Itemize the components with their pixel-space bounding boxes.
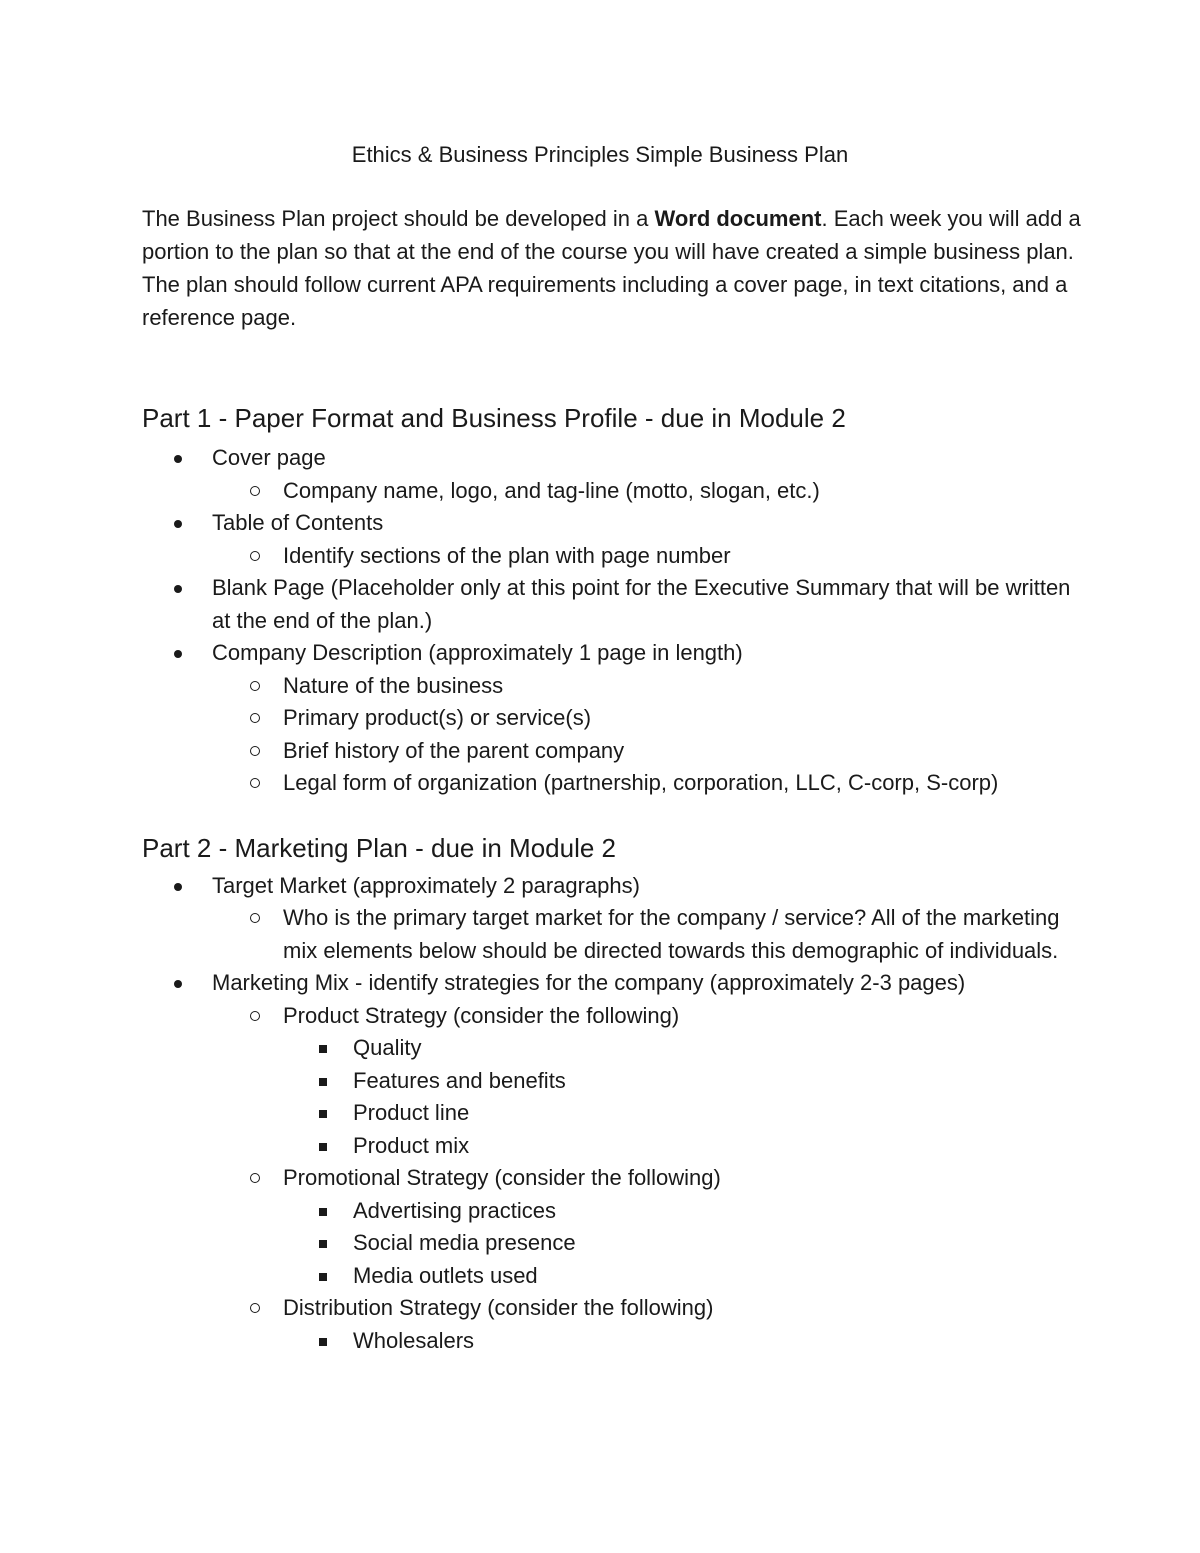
list-item-label: Table of Contents [212, 510, 384, 535]
square-bullet-icon [319, 1208, 327, 1216]
list-item-label: Media outlets used [353, 1262, 538, 1288]
hollow-circle-bullet-icon [250, 713, 260, 723]
square-bullet-icon [319, 1338, 327, 1346]
square-bullet-icon [319, 1045, 327, 1053]
hollow-circle-bullet-icon [250, 486, 260, 496]
list-item-label: Cover page [212, 445, 326, 470]
filled-circle-bullet-icon [174, 520, 182, 528]
list-item [142, 637, 1082, 800]
document-title: Ethics & Business Principles Simple Business Plan [351, 142, 849, 167]
part2-list [142, 870, 1082, 1358]
list-item [212, 902, 1082, 967]
list-item-label: Primary product(s) or service(s) [283, 705, 592, 730]
square-bullet-icon [319, 1078, 327, 1086]
hollow-circle-bullet-icon [250, 1303, 260, 1313]
list-item-label: Identify sections of the plan with page number [283, 542, 731, 568]
square-bullet-icon [319, 1143, 327, 1151]
filled-circle-bullet-icon [174, 455, 182, 463]
list-item-label: Advertising practices [353, 1197, 556, 1223]
list-item-label: Promotional Strategy (consider the following) [283, 1165, 721, 1190]
sub-list [141, 1000, 1082, 1358]
list-item [212, 1162, 1082, 1292]
sub-list [141, 902, 1082, 967]
square-bullet-icon [319, 1273, 327, 1281]
list-item-label: Nature of the business [283, 672, 504, 698]
list-item-label: Company Description (approximately 1 page in length) [212, 640, 743, 665]
hollow-circle-bullet-icon [250, 1173, 260, 1183]
part1-list [142, 442, 1082, 800]
list-item-label: Distribution Strategy (consider the following) [283, 1295, 714, 1320]
list-item-label: Blank Page (Placeholder only at this point for the Executive Summary that will be written at the end of the plan.) [212, 575, 1071, 633]
filled-circle-bullet-icon [174, 585, 182, 593]
sub-sub-list [213, 1032, 1082, 1162]
list-item [283, 1325, 1082, 1358]
intro-text-before: The Business Plan project should be developed in a [142, 206, 655, 231]
list-item [212, 1000, 1082, 1163]
list-item [283, 1195, 1082, 1228]
sub-sub-list [213, 1195, 1082, 1293]
list-item [212, 702, 1082, 735]
square-bullet-icon [319, 1240, 327, 1248]
list-item [283, 1227, 1082, 1260]
list-item [283, 1032, 1082, 1065]
list-item [212, 540, 1082, 573]
list-item [142, 870, 1082, 968]
list-item [212, 670, 1082, 703]
list-item-label: Who is the primary target market for the company / service? All of the marketing mix elements below should be directed towards this demographic of individuals. [283, 905, 1060, 963]
list-item [142, 507, 1082, 572]
hollow-circle-bullet-icon [250, 681, 260, 691]
filled-circle-bullet-icon [174, 883, 182, 891]
list-item [212, 1292, 1082, 1357]
list-item [142, 967, 1082, 1357]
list-item [212, 767, 1082, 800]
intro-text-after: . Each week you will add a portion to the plan so that at the end of the course you will have created a simple business plan. The plan should follow current APA requirements including a cover page, in text citations, and a reference page. [142, 206, 1081, 330]
list-item-label: Brief history of the parent company [283, 737, 625, 763]
part2-heading: Part 2 - Marketing Plan - due in Module 2 [142, 832, 617, 863]
list-item [212, 735, 1082, 768]
list-item [283, 1097, 1082, 1130]
list-item-label: Product mix [353, 1132, 470, 1158]
hollow-circle-bullet-icon [250, 551, 260, 561]
document-page [142, 138, 1082, 1357]
sub-list [141, 475, 1082, 508]
list-item-label: Social media presence [353, 1230, 576, 1255]
list-item-label: Quality [353, 1035, 422, 1060]
list-item-label: Product Strategy (consider the following) [283, 1002, 680, 1028]
hollow-circle-bullet-icon [250, 778, 260, 788]
intro-bold-word-document: Word document [654, 206, 822, 231]
filled-circle-bullet-icon [174, 650, 182, 658]
list-item-label: Product line [353, 1100, 470, 1125]
hollow-circle-bullet-icon [250, 1011, 260, 1021]
list-item-label: Legal form of organization (partnership, corporation, LLC, C-corp, S-corp) [283, 770, 999, 795]
list-item [142, 572, 1082, 637]
filled-circle-bullet-icon [174, 980, 182, 988]
list-item-label: Company name, logo, and tag-line (motto, slogan, etc.) [283, 477, 820, 503]
sub-list [141, 540, 1082, 573]
list-item-label: Wholesalers [353, 1327, 475, 1353]
hollow-circle-bullet-icon [250, 913, 260, 923]
list-item-label: Target Market (approximately 2 paragraphs) [212, 872, 640, 898]
list-item [283, 1130, 1082, 1163]
list-item [283, 1065, 1082, 1098]
list-item-label: Marketing Mix - identify strategies for the company (approximately 2-3 pages) [212, 970, 966, 995]
list-item [142, 442, 1082, 507]
square-bullet-icon [319, 1110, 327, 1118]
list-item [283, 1260, 1082, 1293]
part1-heading: Part 1 - Paper Format and Business Profile - due in Module 2 [142, 403, 846, 433]
list-item [212, 475, 1082, 508]
intro-paragraph [142, 202, 1082, 334]
list-item-label: Features and benefits [353, 1067, 566, 1093]
sub-sub-list [213, 1325, 1082, 1358]
hollow-circle-bullet-icon [250, 746, 260, 756]
sub-list [141, 670, 1082, 800]
